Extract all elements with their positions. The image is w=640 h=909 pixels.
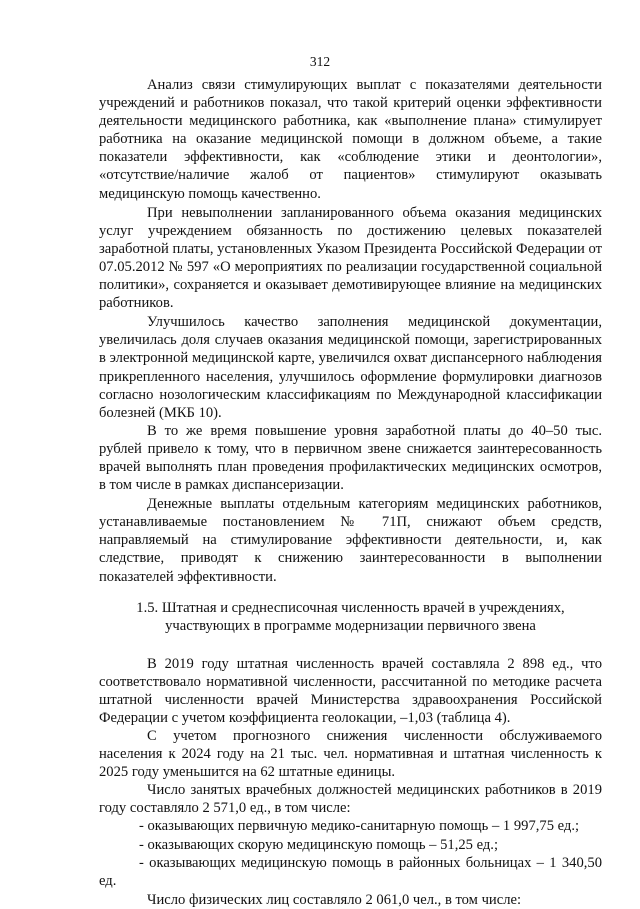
paragraph: В 2019 году штатная численность врачей составляла 2 898 ед., что соответствовало нормативной численности, рассчитанной по методике расчета штатной численности врачей Министерства здравоохранения Российской Федерации с учетом коэффициента геолокации, –1,03 (таблица 4). — [99, 655, 602, 726]
paragraph: Анализ связи стимулирующих выплат с показателями деятельности учреждений и работников показал, что такой критерий оценки эффективности деятельности медицинского работника, как «выполнение плана» стимулирует работника на оказание медицинской помощи в должном объеме, а такие показатели эффективности, как «соблюдение этики и деонтологии», «отсутствие/наличие жалоб от пациентов» стимулируют оказывать медицинскую помощь качественно. — [99, 77, 602, 202]
paragraph: С учетом прогнозного снижения численности обслуживаемого населения к 2024 году на 21 тыс. чел. нормативная и штатная численность к 2025 году уменьшится на 62 штатные единицы. — [99, 728, 602, 781]
list-item: - оказывающих скорую медицинскую помощь – 51,25 ед.; — [139, 836, 499, 853]
section-heading: 1.5. Штатная и среднесписочная численность врачей в учреждениях, участвующих в программе модернизации первичного звена — [136, 599, 565, 635]
paragraph: Число физических лиц составляло 2 061,0 чел., в том числе: — [147, 891, 522, 908]
paragraph: При невыполнении запланированного объема оказания медицинских услуг учреждением обязанность по достижению целевых показателей заработной платы, установленных Указом Президента Российской Федерации от 07.05.2012 № 597 «О мероприятиях по реализации государственной социальной политики», сохраняется и оказывает демотивирующее влияние на медицинских работников. — [99, 204, 602, 312]
list-item: - оказывающих первичную медико-санитарную помощь – 1 997,75 ед.; — [139, 818, 580, 835]
page-body — [99, 76, 602, 909]
paragraph: В то же время повышение уровня заработной платы до 40–50 тыс. рублей привело к тому, что в первичном звене снижается заинтересованность врачей выполнять план проведения профилактических медицинских осмотров, в том числе в рамках диспансеризации. — [99, 422, 602, 494]
paragraph: Число занятых врачебных должностей медицинских работников в 2019 году составляло 2 571,0 ед., в том числе: — [99, 782, 602, 817]
paragraph: Улучшилось качество заполнения медицинской документации, увеличилась доля случаев оказания медицинской помощи, зарегистрированных в электронной медицинской карте, увеличился охват диспансерного наблюдения прикрепленного населения, улучшилось оформление формулировки диагнозов согласно нозологическим классификациям по Международной классификации болезней (МКБ 10). — [99, 314, 602, 421]
list-item: - оказывающих медицинскую помощь в районных больницах – 1 340,50 ед. — [99, 854, 602, 889]
page-number: 312 — [309, 54, 331, 69]
paragraph: Денежные выплаты отдельным категориям медицинских работников, устанавливаемые постановлением № 71П, снижают объем средств, направляемый на стимулирование эффективности деятельности, и, как следствие, приводят к снижению заинтересованности в выполнении показателей эффективности. — [99, 496, 602, 585]
